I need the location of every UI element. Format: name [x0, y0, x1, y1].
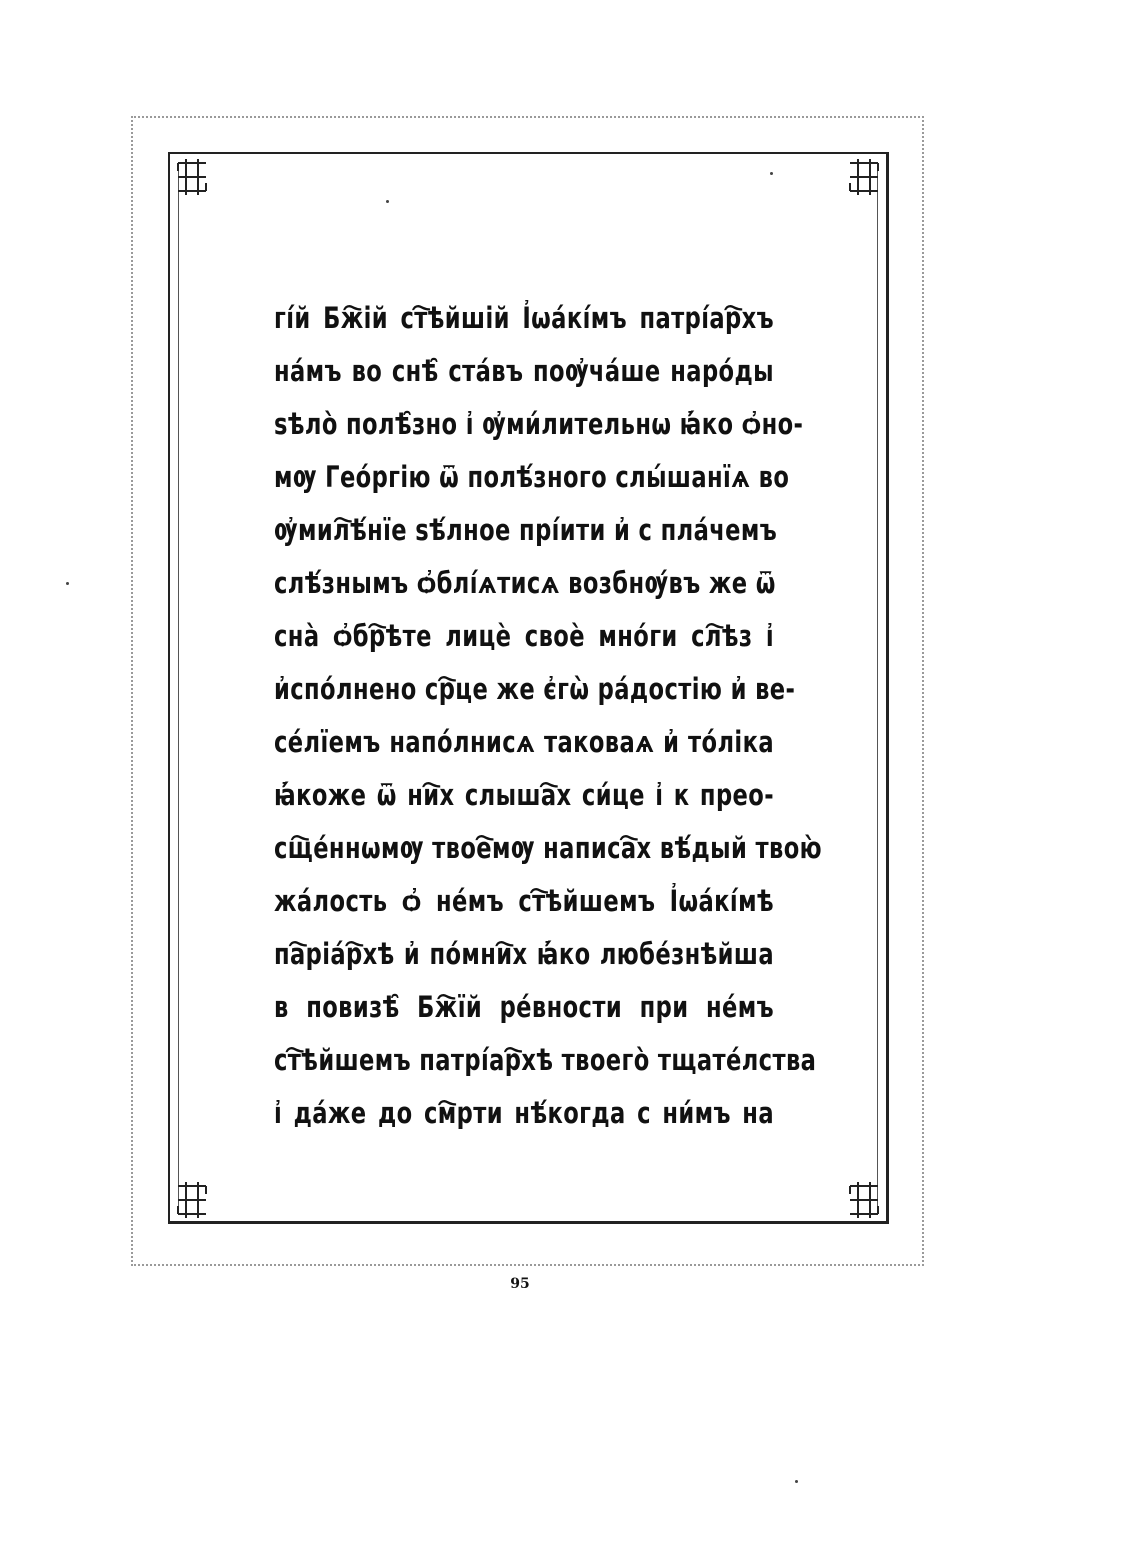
- corner-ornament-top-right-icon: [844, 157, 884, 197]
- text-line: в повизѣ̑ Бж҇їй ре́вности при не́мъ: [274, 990, 774, 1024]
- text-line: сщ҇е́ннѡмѹ твое҇мѹ написа҇х вѣ́дый твою̀: [274, 831, 823, 865]
- text-line: слѣ́знымъ ѻ҆блі́ѧтисѧ возбнѹ́въ же ѿ: [274, 566, 776, 600]
- text-line: на́мъ во снѣ̑ ста́въ поѹ҆ча́ше наро́ды: [274, 354, 774, 388]
- text-line: і҆ да́же до см҇рти нѣ́когда с ни́мъ на: [274, 1096, 774, 1130]
- text-line: ꙗ҆́коже ѿ ни҇х слыша҇х си́це і҆ к прео-: [274, 778, 774, 812]
- scan-speck: [66, 582, 69, 585]
- text-line: сна̀ ѻ҆бр҇ѣте лицѐ своѐ мно́ги сл҇ѣз і҆: [274, 619, 774, 653]
- text-line: ст҇ѣйшемъ патрі́ар҇хѣ твоего̀ тщате́лства: [274, 1043, 817, 1077]
- text-line: ѕѣло̀ полѣ̑зно і҆ ѹ҆ми́лительнѡ ꙗ҆́ко ѻ҆но-: [274, 407, 804, 441]
- corner-ornament-top-left-icon: [172, 157, 212, 197]
- scan-speck: [795, 1480, 798, 1483]
- text-line: жа́лость ѻ҆ не́мъ ст҇ѣйшемъ І҆ѡа́кі́мѣ: [274, 884, 774, 918]
- text-line: па҇ріа́р҇хѣ и҆ по́мни҇х ꙗ҆́ко любе́знѣйша: [274, 937, 774, 971]
- corner-ornament-bottom-left-icon: [172, 1180, 212, 1220]
- manuscript-text-block: [274, 292, 823, 1140]
- text-line: и҆спо́лнено ср҇це же є҆гѡ̀ ра́достію и҆ ве-: [274, 672, 796, 706]
- text-line: се́лїемъ напо́лнисѧ таковаѧ и҆ то́ліка: [274, 725, 774, 759]
- page-number: 95: [510, 1276, 530, 1292]
- scan-speck: [386, 200, 389, 203]
- text-line: мѹ Гео́ргію ѿ полѣ́зного слы́шанїѧ во: [274, 460, 790, 494]
- text-line: ѹ҆мил҇ѣ́нїе ѕѣ́лное прі́ити и҆ с пла́чемъ: [274, 513, 778, 547]
- text-line: гі́й Бж҇ій ст҇ѣйшій І҆ѡа́кі́мъ патрі́ар҇хъ: [274, 301, 774, 335]
- corner-ornament-bottom-right-icon: [844, 1180, 884, 1220]
- scan-speck: [770, 172, 773, 175]
